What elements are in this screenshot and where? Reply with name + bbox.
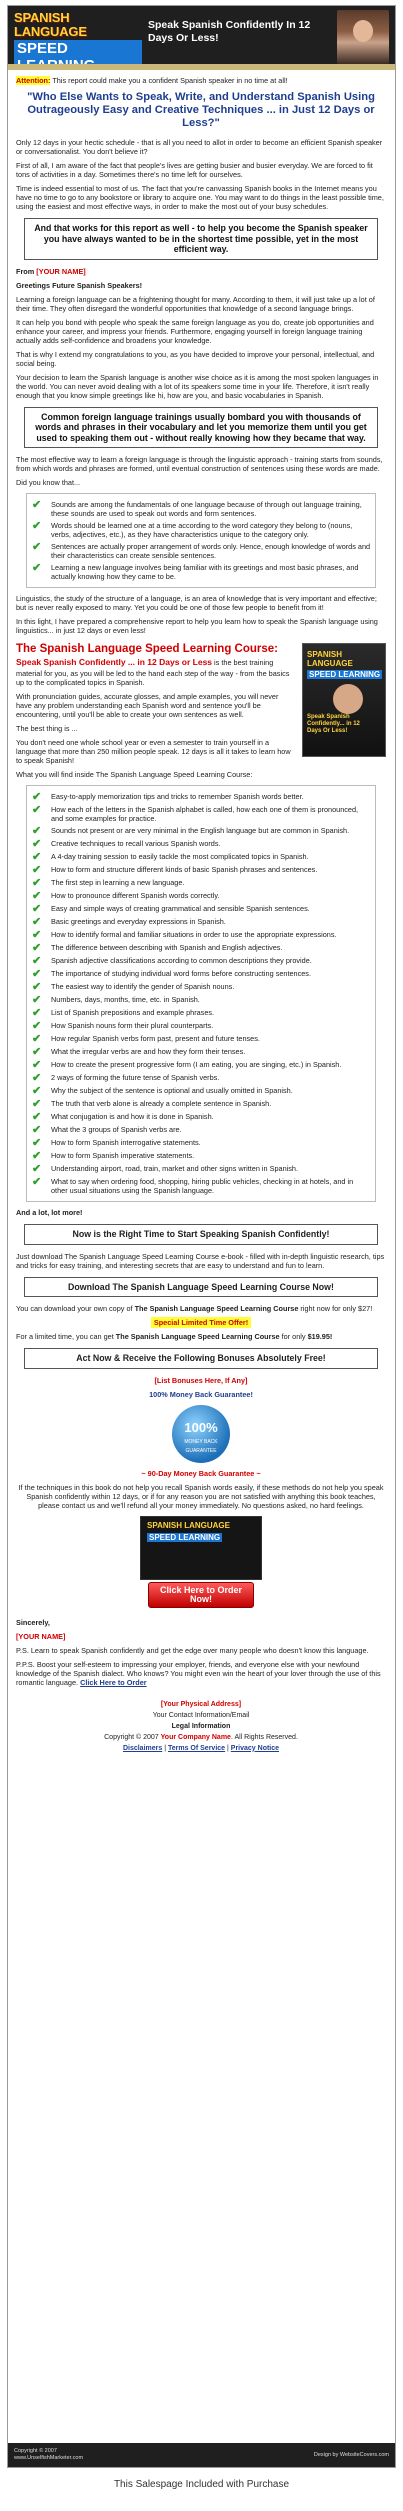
did-you-know: Did you know that... — [16, 478, 81, 487]
feature-text: Spanish adjective classifications according to common descriptions they provide. — [51, 956, 312, 965]
page-caption: This Salespage Included with Purchase — [113, 2479, 290, 2490]
product-box-line1: SPANISH LANGUAGE — [307, 650, 353, 668]
checkmark-icon — [32, 1047, 44, 1057]
checkmark-icon — [32, 1164, 44, 1174]
pps — [16, 1660, 386, 1687]
feature-item — [31, 878, 371, 888]
price-product: The Spanish Language Speed Learning Course — [134, 1304, 299, 1313]
feature-text: How to form Spanish imperative statements. — [51, 1151, 195, 1160]
body-paragraph: It can help you bond with people who speak the same foreign language as you do, create job opportunities and enhance your career, and impress your friends. Furthermore, engaging yourself in foreign language training actually adds self-confidence and broadens your knowledge. — [16, 317, 374, 345]
checkmark-icon — [32, 1073, 44, 1083]
ps: P.S. Learn to speak Spanish confidently and get the edge over many people who doesn't know this language. — [16, 1645, 369, 1655]
checkmark-icon — [32, 982, 44, 992]
bottom-site: www.UnselfishMarketer.com — [14, 2455, 84, 2461]
feature-text: How regular Spanish verbs form past, present and future tenses. — [51, 1034, 260, 1043]
checkmark-icon — [32, 1112, 44, 1122]
feature-item — [31, 1073, 371, 1083]
order-now-button[interactable]: Click Here to Order Now! — [148, 1582, 254, 1608]
feature-item — [31, 1125, 371, 1135]
contact-info: Your Contact Information/Email — [152, 1711, 250, 1719]
attention-text: This report could make you a confident Spanish speaker in no time at all! — [50, 76, 288, 85]
feature-text: The difference between describing with Spanish and English adjectives. — [51, 943, 283, 952]
bottom-copyright: Copyright © 2007 — [14, 2448, 57, 2454]
special-offer-line — [16, 1318, 386, 1327]
checkmark-icon — [32, 943, 44, 953]
feature-item — [31, 1034, 371, 1044]
from-line — [16, 267, 386, 276]
bottom-bar-left — [14, 2448, 83, 2462]
guarantee-title: ~ 90-Day Money Back Guarantee ~ — [141, 1468, 261, 1478]
list-item-text: Words should be learned one at a time according to the word category they belong to (nouns, verbs, adjectives, etc.), as they have characteristics unique to the category only. — [51, 521, 353, 539]
feature-item — [31, 1047, 371, 1057]
feature-text: How each of the letters in the Spanish alphabet is called, how each one of them is pronounced, and some examples for practice. — [51, 805, 359, 823]
checkmark-icon — [32, 930, 44, 940]
checkmark-icon — [32, 1008, 44, 1018]
feature-text: How to identify formal and familiar situations in order to use the appropriate expressions. — [51, 930, 337, 939]
feature-item — [31, 792, 371, 802]
checkmark-icon — [32, 542, 44, 552]
feature-text: Numbers, days, months, time, etc. in Spanish. — [51, 995, 200, 1004]
order-product-image — [140, 1516, 262, 1580]
feature-text: What the irregular verbs are and how they form their tenses. — [51, 1047, 246, 1056]
feature-text: List of Spanish prepositions and example phrases. — [51, 1008, 215, 1017]
footer-separator: | — [162, 1744, 168, 1752]
sale-price: $19.95! — [307, 1332, 333, 1341]
feature-text: How to create the present progressive form (I am eating, you are singing, etc.) in Spanish. — [51, 1060, 342, 1069]
feature-item — [31, 943, 371, 953]
pps-order-link[interactable]: Click Here to Order — [80, 1677, 147, 1687]
checkmark-icon — [32, 1034, 44, 1044]
header-banner — [8, 6, 395, 70]
logo-line2: SPEED — [14, 40, 142, 70]
footer — [16, 1699, 386, 1754]
product-section — [16, 643, 386, 779]
salespage-frame — [7, 5, 396, 2468]
feature-text: What to say when ordering food, shopping, hiring public vehicles, checking in at hotels, and in other usual situations using the Spanish language. — [51, 1177, 354, 1195]
checkmark-icon — [32, 1151, 44, 1161]
footer-separator: | — [225, 1744, 231, 1752]
bottom-bar-right: Design by WebsiteCovers.com — [313, 2452, 389, 2458]
checkmark-icon — [32, 917, 44, 927]
physical-address: [Your Physical Address] — [160, 1700, 242, 1708]
body-paragraph: Linguistics, the study of the structure of a language, is an area of knowledge that is very important and effective; but is never really exposed to many. Yet you could be one of those few people to benefit from it! — [16, 594, 377, 612]
features-checklist — [26, 785, 376, 1202]
checkmark-icon — [32, 1099, 44, 1109]
feature-text: Easy-to-apply memorization tips and tricks to remember Spanish words better. — [51, 792, 304, 801]
body-paragraph: That is why I extend my congratulations to you, as you have decided to improve your personal, intellectual, and social being. — [16, 349, 375, 368]
list-item — [31, 563, 371, 581]
feature-text: A 4-day training session to easily tackle the most complicated topics in Spanish. — [51, 852, 309, 861]
product-box-line2: SPEED LEARNING — [309, 670, 381, 679]
sincerely: Sincerely, — [16, 1617, 50, 1627]
checkmark-icon — [32, 1021, 44, 1031]
feature-item — [31, 805, 371, 823]
product-subtitle: Speak Spanish Confidently ... in 12 Days or Less — [16, 657, 213, 667]
feature-item — [31, 1099, 371, 1109]
feature-item — [31, 1138, 371, 1148]
feature-text: How to form and structure different kinds of basic Spanish phrases and sentences. — [51, 865, 318, 874]
attention-line — [16, 76, 386, 85]
copyright-text: Copyright © 2007 — [104, 1733, 161, 1741]
disclaimers-link[interactable]: Disclaimers — [122, 1744, 163, 1752]
body-paragraph: In this light, I have prepared a comprehensive report to help you learn how to speak the Spanish language using linguistics... in just 12 days or even less! — [16, 617, 378, 635]
feature-item — [31, 995, 371, 1005]
checkmark-icon — [32, 839, 44, 849]
callout-box: Common foreign language trainings usually bombard you with thousands of words and phrases in their vocabulary and let you memorize them until you get used to speaking them out - without really knowing how they became that way. — [24, 407, 378, 449]
checkmark-icon — [32, 826, 44, 836]
order-image-line1: SPANISH LANGUAGE — [147, 1520, 230, 1530]
feature-item — [31, 982, 371, 992]
feature-text: Easy and simple ways of creating grammatical and sensible Spanish sentences. — [51, 904, 310, 913]
bottom-bar — [8, 2443, 395, 2467]
price-paragraph — [16, 1304, 386, 1313]
feature-text: Why the subject of the sentence is optional and usually omitted in Spanish. — [51, 1086, 293, 1095]
feature-text: How to pronounce different Spanish words correctly. — [51, 891, 220, 900]
callout-box: And that works for this report as well - to help you become the Spanish speaker you have always wanted to be in the shortest time possible, yet in the most efficient way. — [24, 218, 378, 260]
seal-percent: 100% — [184, 1419, 218, 1435]
sale-text: For a limited time, you can get — [16, 1332, 116, 1341]
main-headline: "Who Else Wants to Speak, Write, and Understand Spanish Using Outrageously Easy and Creative Techniques ... in Just 12 Days or Less?" — [27, 91, 375, 129]
checkmark-icon — [32, 995, 44, 1005]
list-item-text: Sentences are actually proper arrangement of words only. Hence, enough knowledge of words and their characteristics can create sensible sentences. — [51, 542, 371, 560]
checkmark-icon — [32, 805, 44, 815]
product-desc: is the best training material for you, as you will be led to the hand each step of the way - from the basics up to the complicated topics in Spanish. — [16, 658, 290, 687]
guarantee-text: If the techniques in this book do not help you recall Spanish words easily, if these methods do not help you speak Spanish confidently within 12 days, or if for any reason you are not satisfied with anything this book teaches, please contact us and we'll refund all your money immediately. No questions asked, no hard feelings. — [18, 1482, 384, 1510]
salutation: Greetings Future Spanish Speakers! — [16, 280, 143, 290]
feature-text: The importance of studying individual word forms before constructing sentences. — [51, 969, 311, 978]
feature-text: What the 3 groups of Spanish verbs are. — [51, 1125, 182, 1134]
checkmark-icon — [32, 956, 44, 966]
product-box-photo — [333, 684, 363, 714]
sale-text: for only — [279, 1332, 308, 1341]
and-more: And a lot, lot more! — [16, 1208, 83, 1217]
intro-paragraph: First of all, I am aware of the fact that people's lives are getting busier and busier everyday. We are forced to fit tons of activities in a day. Sometimes there's no time left for ourselves. — [16, 161, 373, 179]
feature-item — [31, 826, 371, 836]
attention-label: Attention: — [16, 76, 51, 85]
checkmark-icon — [32, 1086, 44, 1096]
header-tagline: Speak Spanish Confidently In 12 Days Or Less! — [148, 19, 311, 44]
list-bonuses: [List Bonuses Here, If Any] — [154, 1375, 248, 1385]
feature-text: Basic greetings and everyday expressions in Spanish. — [51, 917, 226, 926]
order-image-line2: SPEED LEARNING — [149, 1532, 221, 1542]
feature-text: What conjugation is and how it is done in Spanish. — [51, 1112, 214, 1121]
from-name: [YOUR NAME] — [36, 266, 86, 276]
intro-paragraph: Time is indeed essential to most of us. The fact that you're canvassing Spanish books in the Internet means you have no time to go to any bookstore or library to acquire one. You may want to do things in the least possible time, using the easiest and most effective ways, in order to make the most out of your busy schedules. — [16, 184, 384, 211]
special-offer: Special Limited Time Offer! — [151, 1317, 251, 1328]
footer-links — [16, 1743, 386, 1754]
checkmark-icon — [32, 500, 44, 510]
checkmark-icon — [32, 852, 44, 862]
callout-box: Now is the Right Time to Start Speaking Spanish Confidently! — [24, 1224, 378, 1245]
feature-item — [31, 1164, 371, 1174]
sale-paragraph — [16, 1332, 386, 1341]
body-paragraph: The most effective way to learn a foreign language is through the linguistic approach - training starts from sounds, from which words and phrases are formed, until eventual construction of sentences using these words are made. — [16, 455, 383, 473]
sale-product: The Spanish Language Speed Learning Course — [115, 1332, 280, 1341]
list-item — [31, 500, 371, 518]
checkmark-icon — [32, 792, 44, 802]
checkmark-icon — [32, 878, 44, 888]
checkmark-icon — [32, 904, 44, 914]
body-paragraph: The best thing is ... — [16, 724, 78, 733]
list-item-text: Sounds are among the fundamentals of one language because of through out language training, these sounds are used to speak out words and form sentences. — [51, 500, 362, 518]
feature-item — [31, 1086, 371, 1096]
checkmark-icon — [32, 521, 44, 531]
feature-item — [31, 852, 371, 862]
terms-link[interactable]: Terms Of Service — [167, 1744, 226, 1752]
feature-item — [31, 1151, 371, 1161]
product-box-image — [302, 643, 386, 757]
checkmark-icon — [32, 563, 44, 573]
feature-item — [31, 865, 371, 875]
body-paragraph: Just download The Spanish Language Speed Learning Course e-book - filled with in-depth linguistic research, tips and tricks for easy training, and interesting secrets that are easy to understand and fun to learn. — [16, 1251, 385, 1270]
legal-info: Legal Information — [171, 1722, 231, 1730]
intro-paragraph: Only 12 days in your hectic schedule - that is all you need to allot in order to become an efficient Spanish speaker or conversationalist. You don't believe it? — [16, 138, 383, 156]
guarantee-line: 100% Money Back Guarantee! — [149, 1389, 253, 1399]
body-paragraph: You don't need one whole school year or even a semester to train yourself in a language that more than 250 million people speak. 12 days is all it takes to learn how to speak Spanish! — [16, 738, 291, 765]
copyright-line — [16, 1732, 386, 1743]
header-photo — [337, 10, 389, 64]
callout-box: Act Now & Receive the Following Bonuses Absolutely Free! — [24, 1348, 378, 1369]
checkmark-icon — [32, 969, 44, 979]
copyright-text: . All Rights Reserved. — [230, 1733, 298, 1741]
privacy-link[interactable]: Privacy Notice — [230, 1744, 280, 1752]
feature-text: The first step in learning a new language. — [51, 878, 185, 887]
seal-caption: MONEY BACK GUARANTEE — [184, 1438, 218, 1454]
feature-item — [31, 917, 371, 927]
feature-item — [31, 1060, 371, 1070]
content — [16, 76, 386, 1754]
checkmark-icon — [32, 865, 44, 875]
feature-item — [31, 930, 371, 940]
list-item — [31, 542, 371, 560]
list-item — [31, 521, 371, 539]
checkmark-icon — [32, 891, 44, 901]
feature-item — [31, 891, 371, 901]
signature-name: [YOUR NAME] — [16, 1631, 66, 1641]
callout-box: Download The Spanish Language Speed Learning Course Now! — [24, 1277, 378, 1298]
body-paragraph: Learning a foreign language can be a frightening thought for many. According to them, it will just take up a lot of their time. They often disregard the wonderful opportunities that knowledge of a second language brings. — [16, 294, 375, 313]
body-paragraph: With pronunciation guides, accurate glosses, and ample examples, you will never have any problem understanding each Spanish word and sentence you'll be encountering, until you'll be able to create your own sentences as well. — [16, 692, 279, 719]
feature-text: The truth that verb alone is already a complete sentence in Spanish. — [51, 1099, 272, 1108]
product-title: The Spanish Language Speed Learning Course: — [16, 643, 278, 655]
feature-text: How to form Spanish interrogative statements. — [51, 1138, 201, 1147]
feature-item — [31, 904, 371, 914]
body-paragraph: Your decision to learn the Spanish language is another wise choice as it is among the most spoken languages in the world. You can never avoid dealing with a lot of its speakers some time in your life. Therefore, it isn't really enough that you know simple greetings like hi, how are you, and basic vocabularies in Spanish. — [16, 372, 379, 400]
feature-text: 2 ways of forming the future tense of Spanish verbs. — [51, 1073, 220, 1082]
checkmark-icon — [32, 1138, 44, 1148]
feature-item — [31, 1177, 371, 1195]
pps-text: P.P.S. Boost your self-esteem to impressing your employer, friends, and everyone else with your newfound knowledge of the Spanish dialect. Who knows? You might even win the heart of your lover through the use of this romantic language. — [16, 1659, 381, 1687]
company-name: Your Company Name — [160, 1733, 231, 1741]
feature-item — [31, 1112, 371, 1122]
product-box-line3: Speak Spanish Confidently... in 12 Days Or Less! — [307, 714, 360, 734]
logo-line1: SPANISH LANGUAGE — [14, 10, 87, 39]
checkmark-icon — [32, 1060, 44, 1070]
from-label: From — [16, 266, 37, 276]
checkmark-icon — [32, 1125, 44, 1135]
price-text: right now for only $27! — [298, 1304, 373, 1313]
feature-item — [31, 1008, 371, 1018]
price-text: You can download your own copy of — [16, 1304, 135, 1313]
header-stripe — [8, 64, 395, 70]
feature-text: Creative techniques to recall various Spanish words. — [51, 839, 221, 848]
feature-text: The easiest way to identify the gender of Spanish nouns. — [51, 982, 235, 991]
feature-item — [31, 839, 371, 849]
feature-text: How Spanish nouns form their plural counterparts. — [51, 1021, 214, 1030]
feature-item — [31, 956, 371, 966]
list-item-text: Learning a new language involves being familiar with its greetings and most basic phrases, and actually knowing how they came to be. — [51, 563, 359, 581]
guarantee-seal-icon — [172, 1405, 230, 1463]
feature-item — [31, 1021, 371, 1031]
feature-text: Sounds not present or are very minimal in the English language but are common in Spanish. — [51, 826, 350, 835]
feature-text: Understanding airport, road, train, market and other signs written in Spanish. — [51, 1164, 299, 1173]
learn-intro: What you will find inside The Spanish Language Speed Learning Course: — [16, 770, 253, 779]
checkmark-icon — [32, 1177, 44, 1187]
linguistic-checklist — [26, 493, 376, 588]
feature-item — [31, 969, 371, 979]
logo — [14, 11, 142, 70]
